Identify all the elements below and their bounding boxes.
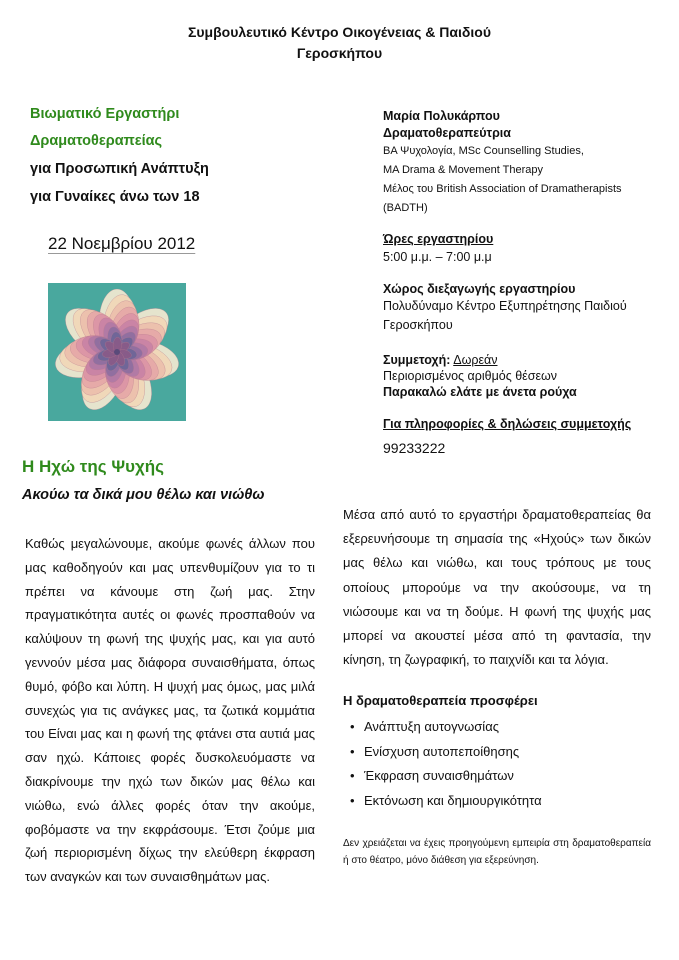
organization-header xyxy=(0,22,679,64)
facilitator-credential-4: (BADTH) xyxy=(383,202,428,214)
flower-image xyxy=(48,283,186,421)
facilitator-role: Δραματοθεραπεύτρια xyxy=(383,126,511,140)
participation-value: Δωρεάν xyxy=(453,353,498,367)
offer-item: • Ανάπτυξη αυτογνωσίας xyxy=(350,717,542,742)
organization-name: Συμβουλευτικό Κέντρο Οικογένειας & Παιδιού xyxy=(188,24,491,40)
article-subtitle: Ακούω τα δικά μου θέλω και νιώθω xyxy=(22,487,265,503)
hours-label: Ώρες εργαστηρίου xyxy=(383,232,494,246)
clothing-note: Παρακαλώ ελάτε με άνετα ρούχα xyxy=(383,385,577,399)
facilitator-credential-2: MA Drama & Movement Therapy xyxy=(383,164,543,176)
article-title: Η Ηχώ της Ψυχής xyxy=(22,457,164,476)
offer-item: • Έκφραση συναισθημάτων xyxy=(350,766,542,791)
workshop-title-line2: Δραματοθεραπείας xyxy=(30,133,163,149)
workshop-date: 22 Νοεμβρίου 2012 xyxy=(48,234,196,253)
facilitator-credential-1: BA Ψυχολογία, MSc Counselling Studies, xyxy=(383,145,584,157)
venue-line2: Γεροσκήπου xyxy=(383,318,453,332)
article-left-paragraph: Καθώς μεγαλώνουμε, ακούμε φωνές άλλων που μας καθοδηγούν και μας υπενθυμίζουν για το τι πρέπει να κάνουμε στη ζωή μας. Στην πραγματικότητα αυτές οι φωνές προσπαθούν να καλύψουν τη φωνή της ψυχής μας, και για αυτό γεννούν μέσα μας διάφορα συναισθήματα, όπως θυμό, φόβο και λύπη. Η ψυχή μας όμως, μας μιλά συνεχώς για τις ανάγκες μας, τα ζωτικά κομμάτια του Είναι μας και η φωνή της φτάνει στα αυτιά μας σαν ηχώ. Κάποιες φορές δυσκολευόμαστε να διακρίνουμε την ηχώ των δικών μας θέλω και νιώθω, ενώ άλλες φορές όταν την ακούμε, φοβόμαστε να την εκφράσουμε. Έτσι ζούμε μια ζωή περιορισμένη δίχως την ελεύθερη έκφραση των αναγκών και των συναισθημάτων μας. xyxy=(25,536,315,885)
workshop-audience: για Γυναίκες άνω των 18 xyxy=(30,189,200,205)
facilitator-credential-3: Μέλος του British Association of Dramatherapists xyxy=(383,183,622,195)
participation-line xyxy=(383,353,498,367)
workshop-purpose: για Προσωπική Ανάπτυξη xyxy=(30,161,209,177)
venue-line1: Πολυδύναμο Κέντρο Εξυπηρέτησης Παιδιού xyxy=(383,299,627,313)
organization-location: Γεροσκήπου xyxy=(296,45,383,61)
workshop-title-line1: Βιωματικό Εργαστήρι xyxy=(30,106,180,122)
flower-graphic xyxy=(48,283,186,421)
contact-phone: 99233222 xyxy=(383,440,446,456)
article-right-paragraph: Μέσα από αυτό το εργαστήρι δραματοθεραπείας θα εξερευνήσουμε τη σημασία της «Ηχούς» των δικών μας θέλω και νιώθω, και τους τρόπους με τους οποίους μπορούμε να την ακούσουμε, να τη νιώσουμε και να τη δούμε. Η φωνή της ψυχής μας μπορεί να ακουστεί μέσα από τη φαντασία, την κίνηση, τη ζωγραφική, το παιχνίδι και τα λόγια. xyxy=(343,507,651,668)
venue-label: Χώρος διεξαγωγής εργαστηρίου xyxy=(383,282,576,296)
offers-list xyxy=(350,717,542,815)
participation-label: Συμμετοχή: xyxy=(383,353,451,367)
flower-center xyxy=(114,349,120,355)
offers-heading: Η δραματοθεραπεία προσφέρει xyxy=(343,693,538,708)
experience-note: Δεν χρειάζεται να έχεις προηγούμενη εμπειρία στη δραματοθεραπεία ή στο θέατρο, μόνο διάθεση για εξερεύνηση. xyxy=(343,838,651,866)
hours-value: 5:00 μ.μ. – 7:00 μ.μ xyxy=(383,250,492,264)
limited-seats: Περιορισμένος αριθμός θέσεων xyxy=(383,369,558,383)
contact-label: Για πληροφορίες & δηλώσεις συμμετοχής xyxy=(383,417,632,431)
offer-item: • Εκτόνωση και δημιουργικότητα xyxy=(350,791,542,816)
facilitator-name: Μαρία Πολυκάρπου xyxy=(383,109,500,123)
offer-item: • Ενίσχυση αυτοπεποίθησης xyxy=(350,742,542,767)
